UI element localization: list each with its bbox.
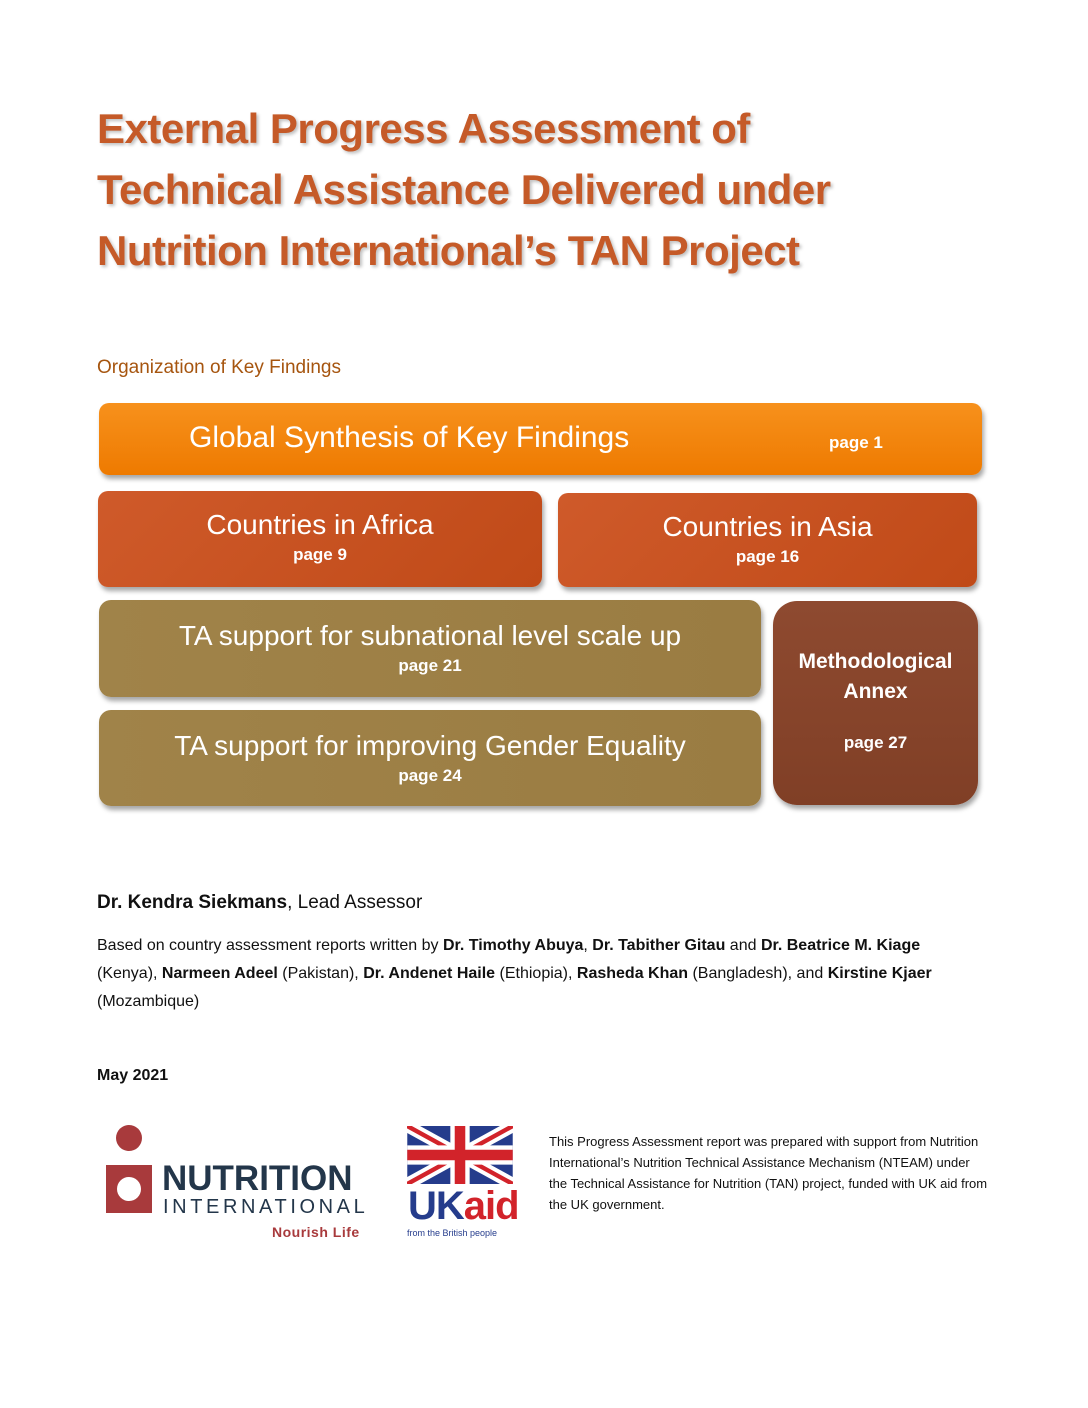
contributors-paragraph (97, 932, 977, 1016)
section-page: page 27 (843, 733, 908, 752)
section-gender-equality[interactable] (99, 710, 761, 806)
section-label (773, 647, 978, 707)
union-jack-icon (407, 1126, 513, 1184)
section-label-line-2: Annex (843, 680, 908, 703)
organization-heading: Organization of Key Findings (97, 357, 341, 378)
ukaid-aid: aid (463, 1184, 519, 1228)
document-title (97, 98, 997, 281)
ni-wordmark-line-1: NUTRITION (162, 1159, 353, 1198)
section-page: page 24 (398, 766, 462, 785)
country-label: (Kenya), (97, 965, 162, 982)
ukaid-logo (406, 1126, 519, 1240)
section-label: TA support for subnational level scale up (178, 620, 682, 651)
nutrition-international-logo (106, 1125, 376, 1243)
ni-dot-icon (116, 1125, 142, 1151)
funding-statement: This Progress Assessment report was prepared with support from Nutrition International’s Nutrition Technical Assistance Mechanism (NTEAM) under the Technical Assistance for Nutrition (TAN) project, funded with UK aid from the UK government. (549, 1134, 988, 1212)
contributor-name: Dr. Andenet Haile (363, 965, 496, 982)
section-page: page 1 (829, 433, 883, 452)
section-countries-asia[interactable] (558, 493, 977, 587)
contributor-name: Dr. Beatrice M. Kiage (760, 937, 921, 954)
section-label: Countries in Africa (206, 509, 434, 540)
section-countries-africa[interactable] (98, 491, 542, 587)
contributor-name: Rasheda Khan (576, 965, 689, 982)
section-methodological-annex[interactable] (773, 601, 978, 805)
country-label: (Mozambique) (97, 993, 200, 1010)
country-label: (Ethiopia), (495, 965, 577, 982)
section-page: page 21 (398, 656, 462, 675)
contributors-prefix: Based on country assessment reports written by (97, 937, 443, 954)
section-subnational-scale-up[interactable] (99, 600, 761, 697)
section-label-line-1: Methodological (798, 650, 953, 673)
title-line-1: External Progress Assessment of (97, 105, 750, 152)
author-role: , Lead Assessor (287, 892, 423, 913)
title-line-3: Nutrition International’s TAN Project (97, 227, 800, 274)
ni-tagline: Nourish Life (272, 1224, 360, 1240)
separator: , (583, 937, 593, 954)
ukaid-uk: UK (408, 1184, 464, 1228)
contributor-name: Kirstine Kjaer (827, 965, 932, 982)
lead-author (97, 892, 422, 914)
ni-square-icon (106, 1165, 152, 1213)
author-name: Dr. Kendra Siekmans (97, 892, 288, 913)
country-label: (Pakistan), (277, 965, 364, 982)
section-page: page 16 (735, 547, 800, 566)
section-label: TA support for improving Gender Equality (174, 730, 686, 761)
contributor-name: Dr. Timothy Abuya (442, 937, 584, 954)
section-global-synthesis[interactable] (99, 403, 982, 475)
contributor-name: Narmeen Adeel (161, 965, 278, 982)
ni-wordmark-line-2: INTERNATIONAL (163, 1196, 369, 1218)
section-page: page 9 (293, 545, 347, 564)
separator: and (725, 937, 761, 954)
ukaid-wordmark (408, 1184, 519, 1228)
section-label: Countries in Asia (662, 511, 873, 542)
country-label: (Bangladesh), and (688, 965, 828, 982)
publication-date: May 2021 (97, 1067, 169, 1084)
section-label: Global Synthesis of Key Findings (189, 421, 630, 454)
contributor-name: Dr. Tabither Gitau (592, 937, 726, 954)
ukaid-tagline: from the British people (407, 1228, 498, 1238)
title-line-2: Technical Assistance Delivered under (97, 166, 831, 213)
